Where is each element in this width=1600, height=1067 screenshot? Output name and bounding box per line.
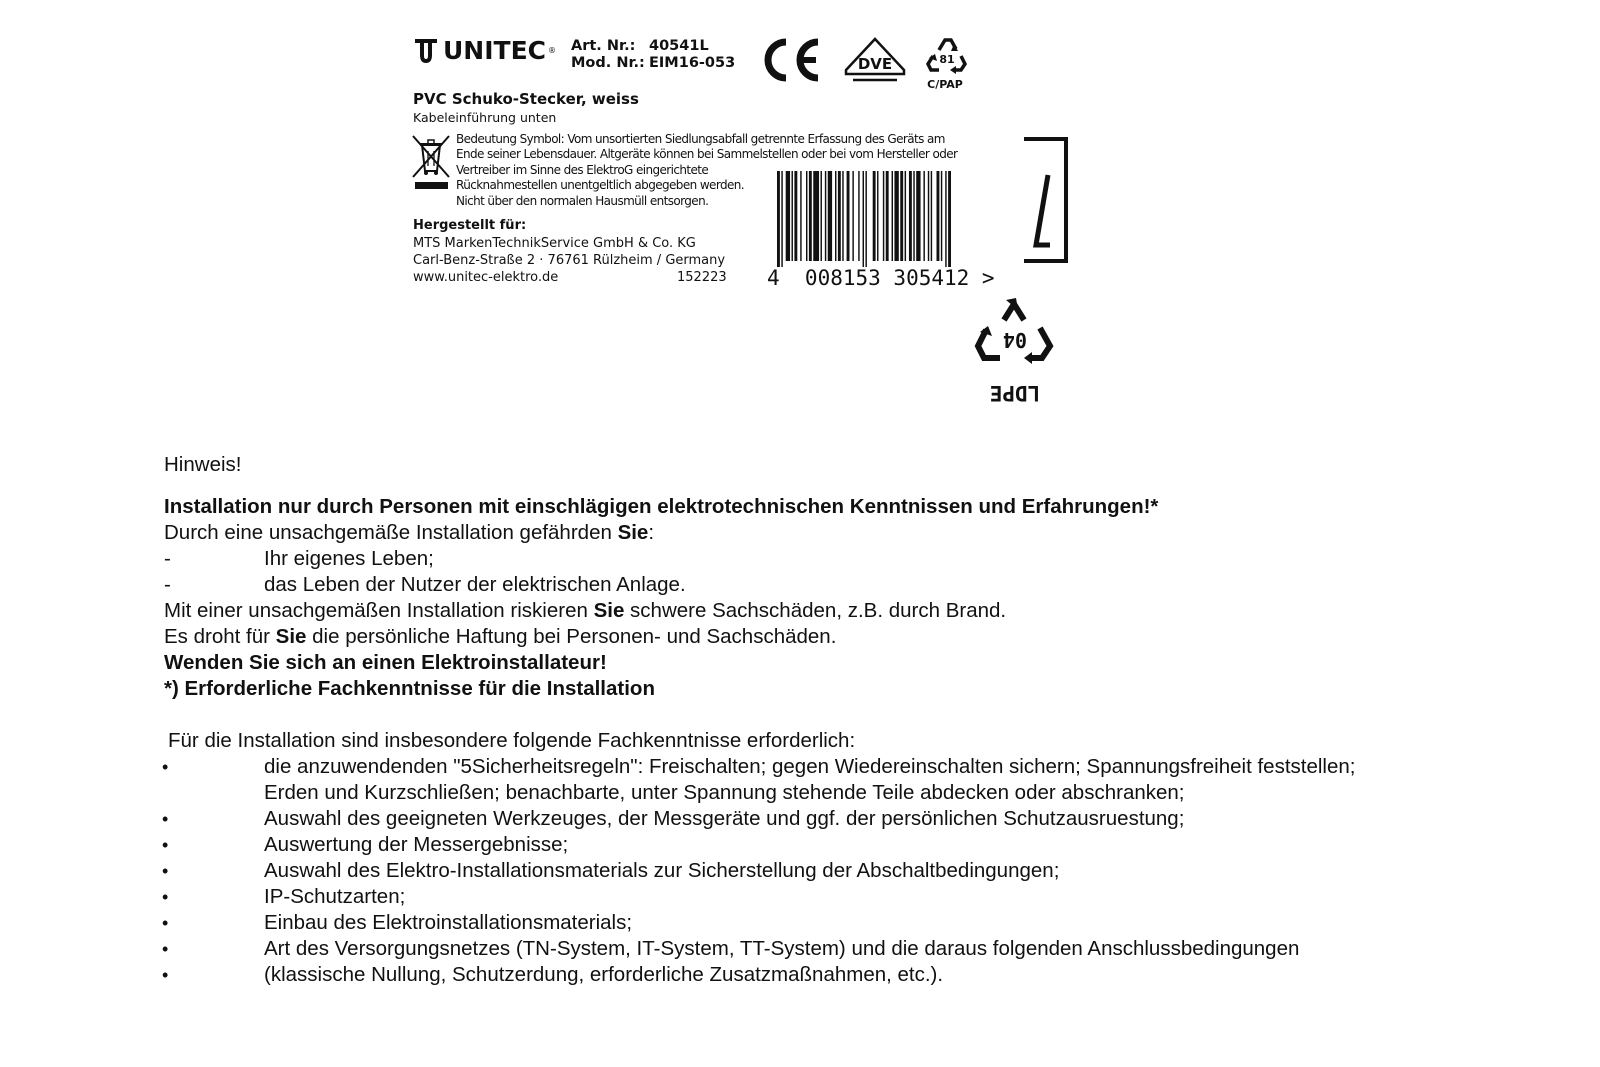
- danger-intro: [164, 520, 654, 547]
- barcode-bar: [905, 171, 906, 261]
- mod-nr-label: Mod. Nr.:: [571, 55, 645, 71]
- skill-material-selection: Auswahl des Elektro-Installationsmaterials zur Sicherstellung der Abschaltbedingungen;: [264, 859, 1060, 882]
- danger-item-own-life: Ihr eigenes Leben;: [264, 547, 434, 570]
- barcode-bar: [781, 171, 782, 267]
- barcode-bar: [828, 171, 832, 261]
- unitec-logo-icon: [413, 37, 439, 65]
- barcode-bar: [948, 171, 951, 267]
- manufacturer-address: Carl-Benz-Straße 2 · 76761 Rülzheim / Germany: [413, 253, 726, 268]
- manufacturer-website: www.unitec-elektro.de: [413, 270, 559, 285]
- barcode-bar: [865, 171, 866, 267]
- article-numbers: [571, 38, 735, 72]
- barcode-bar: [941, 171, 942, 261]
- barcode-bar: [931, 171, 932, 261]
- barcode-bar: [825, 171, 826, 261]
- manufacturer-label: Hergestellt für:: [413, 218, 527, 233]
- footnote-heading-text: *) Erforderliche Fachkenntnisse für die Installation: [164, 677, 655, 700]
- barcode-bar: [892, 171, 893, 261]
- barcode-bar: [923, 171, 924, 261]
- barcode-bar: [813, 171, 819, 261]
- barcode-bar: [916, 171, 920, 261]
- art-nr-value: 40541L: [649, 38, 709, 54]
- barcode-bar: [786, 171, 790, 261]
- bullet-marker: •: [162, 835, 169, 855]
- partial-frame-icon: [1022, 135, 1072, 265]
- barcode-bar: [928, 171, 929, 261]
- footnote-heading: [164, 676, 655, 703]
- art-nr-label: Art. Nr.:: [571, 38, 636, 54]
- installation-warning-text: Installation nur durch Personen mit einschlägigen elektrotechnischen Kenntnissen und Erfahrungen!*: [164, 495, 1159, 518]
- vde-mark-icon: [843, 36, 907, 84]
- danger-intro-colon: :: [648, 521, 655, 544]
- weee-marker-bar: [415, 182, 448, 189]
- ce-mark-icon: [762, 38, 824, 82]
- bullet-marker: •: [162, 757, 169, 777]
- danger-item-users-life: das Leben der Nutzer der elektrischen Anlage.: [264, 573, 686, 596]
- bullet-marker: •: [162, 965, 169, 985]
- damage-text-post: schwere Sachschäden, z.B. durch Brand.: [624, 599, 1007, 622]
- barcode-bar: [858, 171, 859, 261]
- barcode-bar: [794, 171, 797, 261]
- skill-measurement: Auswertung der Messergebnisse;: [264, 833, 569, 856]
- notice-heading: Hinweis!: [164, 453, 242, 476]
- barcode-bar: [886, 171, 889, 261]
- bullet-marker: •: [162, 887, 169, 907]
- skill-ip-protection: IP-Schutzarten;: [264, 885, 406, 908]
- ean-barcode: [767, 171, 1003, 267]
- weee-disposal-text: Bedeutung Symbol: Vom unsortierten Siedlungsabfall getrennte Erfassung des Geräts am Ende seiner Lebensdauer. Altgeräte können bei Sammelstellen oder bei vom Hersteller oder Vertreiber im Sinne des ElektroG eingerichtete Rücknahmestellen unentgeltlich abgegeben werden. Nicht über den normalen Hausmüll entsorgen.: [456, 132, 958, 208]
- manufacturer-company: MTS MarkenTechnikService GmbH & Co. KG: [413, 236, 696, 251]
- ldpe-recycle-icon: [970, 294, 1060, 378]
- installation-warning: [164, 494, 1158, 521]
- barcode-bar: [852, 171, 853, 261]
- danger-intro-text: Durch eine unsachgemäße Installation gefährden: [164, 521, 618, 544]
- batch-number: 152223: [677, 270, 727, 285]
- barcode-bar: [913, 171, 914, 261]
- skill-tools: Auswahl des geeigneten Werkzeuges, der Messgeräte und ggf. der persönlichen Schutzausruestung;: [264, 807, 1185, 830]
- weee-crossed-bin-icon: [411, 133, 451, 179]
- barcode-bar: [937, 171, 940, 261]
- brand-name: UNITEC: [443, 36, 547, 65]
- skill-safety-rules-cont: Erden und Kurzschließen; benachbarte, unter Spannung stehende Teile abdecken oder abschranken;: [264, 781, 1185, 804]
- bullet-marker: •: [162, 809, 169, 829]
- ldpe-code: 04: [1002, 328, 1028, 352]
- dash-marker: -: [164, 573, 171, 596]
- barcode-bar: [792, 171, 793, 261]
- bullet-marker: •: [162, 939, 169, 959]
- damage-statement: [164, 598, 1006, 625]
- barcode-bar: [863, 171, 864, 267]
- contact-electrician: [164, 650, 607, 677]
- recycle-81-label: C/PAP: [927, 78, 963, 91]
- contact-electrician-text: Wenden Sie sich an einen Elektroinstallateur!: [164, 651, 607, 674]
- skill-safety-rules: die anzuwendenden "5Sicherheitsregeln": Freischalten; gegen Wiedereinschalten sichern; Spannungsfreiheit feststellen;: [264, 755, 1356, 778]
- barcode-bar: [900, 171, 903, 261]
- barcode-bar: [806, 171, 807, 261]
- skill-network-type: Art des Versorgungsnetzes (TN-System, IT-System, TT-System) und die daraus folgenden Anschlussbedingungen: [264, 937, 1300, 960]
- mod-nr-value: EIM16-053: [649, 55, 736, 71]
- bullet-marker: •: [162, 913, 169, 933]
- dash-marker: -: [164, 547, 171, 570]
- barcode-bar: [945, 171, 946, 267]
- skill-network-type-cont: (klassische Nullung, Schutzerdung, erforderliche Zusatzmaßnahmen, etc.).: [264, 963, 944, 986]
- damage-emphasis: Sie: [593, 599, 625, 622]
- barcode-bar: [842, 171, 843, 261]
- bullet-marker: •: [162, 861, 169, 881]
- product-subtitle: Kabeleinführung unten: [413, 110, 557, 125]
- recycle-81-code: 81: [939, 53, 955, 66]
- barcode-bar: [873, 171, 876, 261]
- barcode-bar: [909, 171, 912, 261]
- danger-intro-emphasis: Sie: [617, 521, 649, 544]
- barcode-bar: [877, 171, 878, 261]
- liability-text-post: die persönliche Haftung bei Personen- und Sachschäden.: [306, 625, 837, 648]
- barcode-bar: [883, 171, 884, 261]
- brand-registered-mark: ®: [548, 46, 557, 55]
- damage-text-pre: Mit einer unsachgemäßen Installation riskieren: [164, 599, 594, 622]
- barcode-bar: [821, 171, 822, 261]
- barcode-bar: [835, 171, 836, 261]
- skills-intro: Für die Installation sind insbesondere folgende Fachkenntnisse erforderlich:: [168, 729, 856, 752]
- product-name: PVC Schuko-Stecker, weiss: [413, 90, 639, 108]
- barcode-bar: [800, 171, 801, 261]
- liability-emphasis: Sie: [275, 625, 307, 648]
- barcode-bar: [894, 171, 898, 261]
- barcode-bar: [777, 171, 780, 267]
- ean-number: 4 008153 305412 >: [767, 266, 995, 290]
- barcode-bar: [809, 171, 812, 261]
- ldpe-label: LDPE: [989, 381, 1041, 405]
- vde-mark-text: DVE: [857, 55, 893, 73]
- recycle-81-icon: [925, 34, 969, 78]
- liability-text-pre: Es droht für: [164, 625, 276, 648]
- barcode-bar: [838, 171, 841, 261]
- barcode-bar: [847, 171, 850, 261]
- skill-installation: Einbau des Elektroinstallationsmaterials;: [264, 911, 633, 934]
- brand-logo: [413, 36, 556, 65]
- liability-statement: [164, 624, 836, 651]
